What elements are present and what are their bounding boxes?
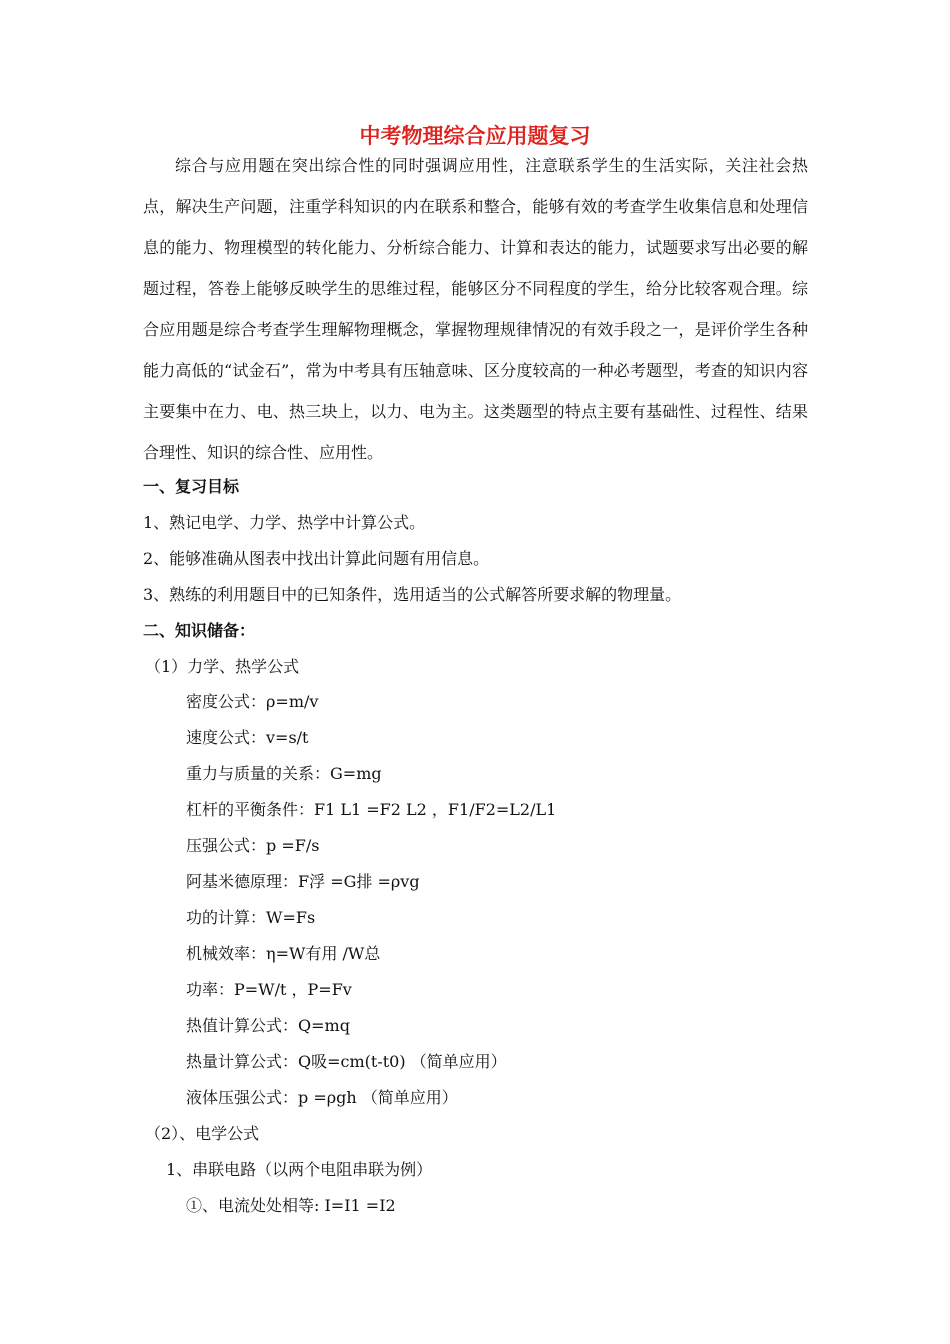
review-goal-item: 2、能够准确从图表中找出计算此问题有用信息。 — [143, 549, 490, 568]
review-goal-item: 1、熟记电学、力学、热学中计算公式。 — [143, 513, 426, 532]
formula-line: 功率：P=W/t ，P=Fv — [186, 980, 352, 999]
section-heading-review-goals: 一、复习目标 — [143, 477, 240, 496]
formula-line: 杠杆的平衡条件：F1 L1 =F2 L2 ，F1/F2=L2/L1 — [186, 800, 557, 819]
formula-line: 热量计算公式：Q吸=cm(t-t0) （简单应用） — [186, 1052, 507, 1071]
formula-line: 热值计算公式：Q=mq — [186, 1016, 350, 1035]
review-goal-item: 3、熟练的利用题目中的已知条件，选用适当的公式解答所要求解的物理量。 — [143, 585, 682, 604]
intro-paragraph: 综合与应用题在突出综合性的同时强调应用性，注意联系学生的生活实际，关注社会热点，解决生产问题，注重学科知识的内在联系和整合，能够有效的考查学生收集信息和处理信息的能力、物理模型的转化能力、分析综合能力、计算和表达的能力，试题要求写出必要的解题过程，答卷上能够反映学生的思维过程，能够区分不同程度的学生，给分比较客观合理。综合应用题是综合考查学生理解物理概念，掌握物理规律情况的有效手段之一，是评价学生各种能力高低的“试金石”，常为中考具有压轴意味、区分度较高的一种必考题型，考查的知识内容主要集中在力、电、热三块上，以力、电为主。这类题型的特点主要有基础性、过程性、结果合理性、知识的综合性、应用性。 — [143, 156, 808, 462]
formula-line: 重力与质量的关系：G=mg — [186, 764, 382, 783]
document-title: 中考物理综合应用题复习 — [359, 124, 591, 148]
formula-line: 阿基米德原理：F浮 =G排 =ρvg — [186, 872, 420, 891]
formula-line: 机械效率：η=W有用 /W总 — [186, 944, 381, 963]
subsection-label-mechanics: （1）力学、热学公式 — [145, 657, 300, 676]
formula-line: 压强公式：p =F/s — [186, 836, 320, 855]
section-heading-knowledge: 二、知识储备： — [143, 621, 256, 640]
formula-line: ①、电流处处相等: I=I1 =I2 — [186, 1196, 396, 1215]
subsection-label-electricity: （2）、电学公式 — [145, 1124, 260, 1143]
formula-line: 密度公式：ρ=m/v — [186, 692, 319, 711]
series-circuit-heading: 1、串联电路（以两个电阻串联为例） — [166, 1160, 433, 1179]
formula-line: 功的计算：W=Fs — [186, 908, 316, 927]
formula-line: 速度公式：v=s/t — [186, 728, 309, 747]
formula-line: 液体压强公式：p =ρgh （简单应用） — [186, 1088, 458, 1107]
